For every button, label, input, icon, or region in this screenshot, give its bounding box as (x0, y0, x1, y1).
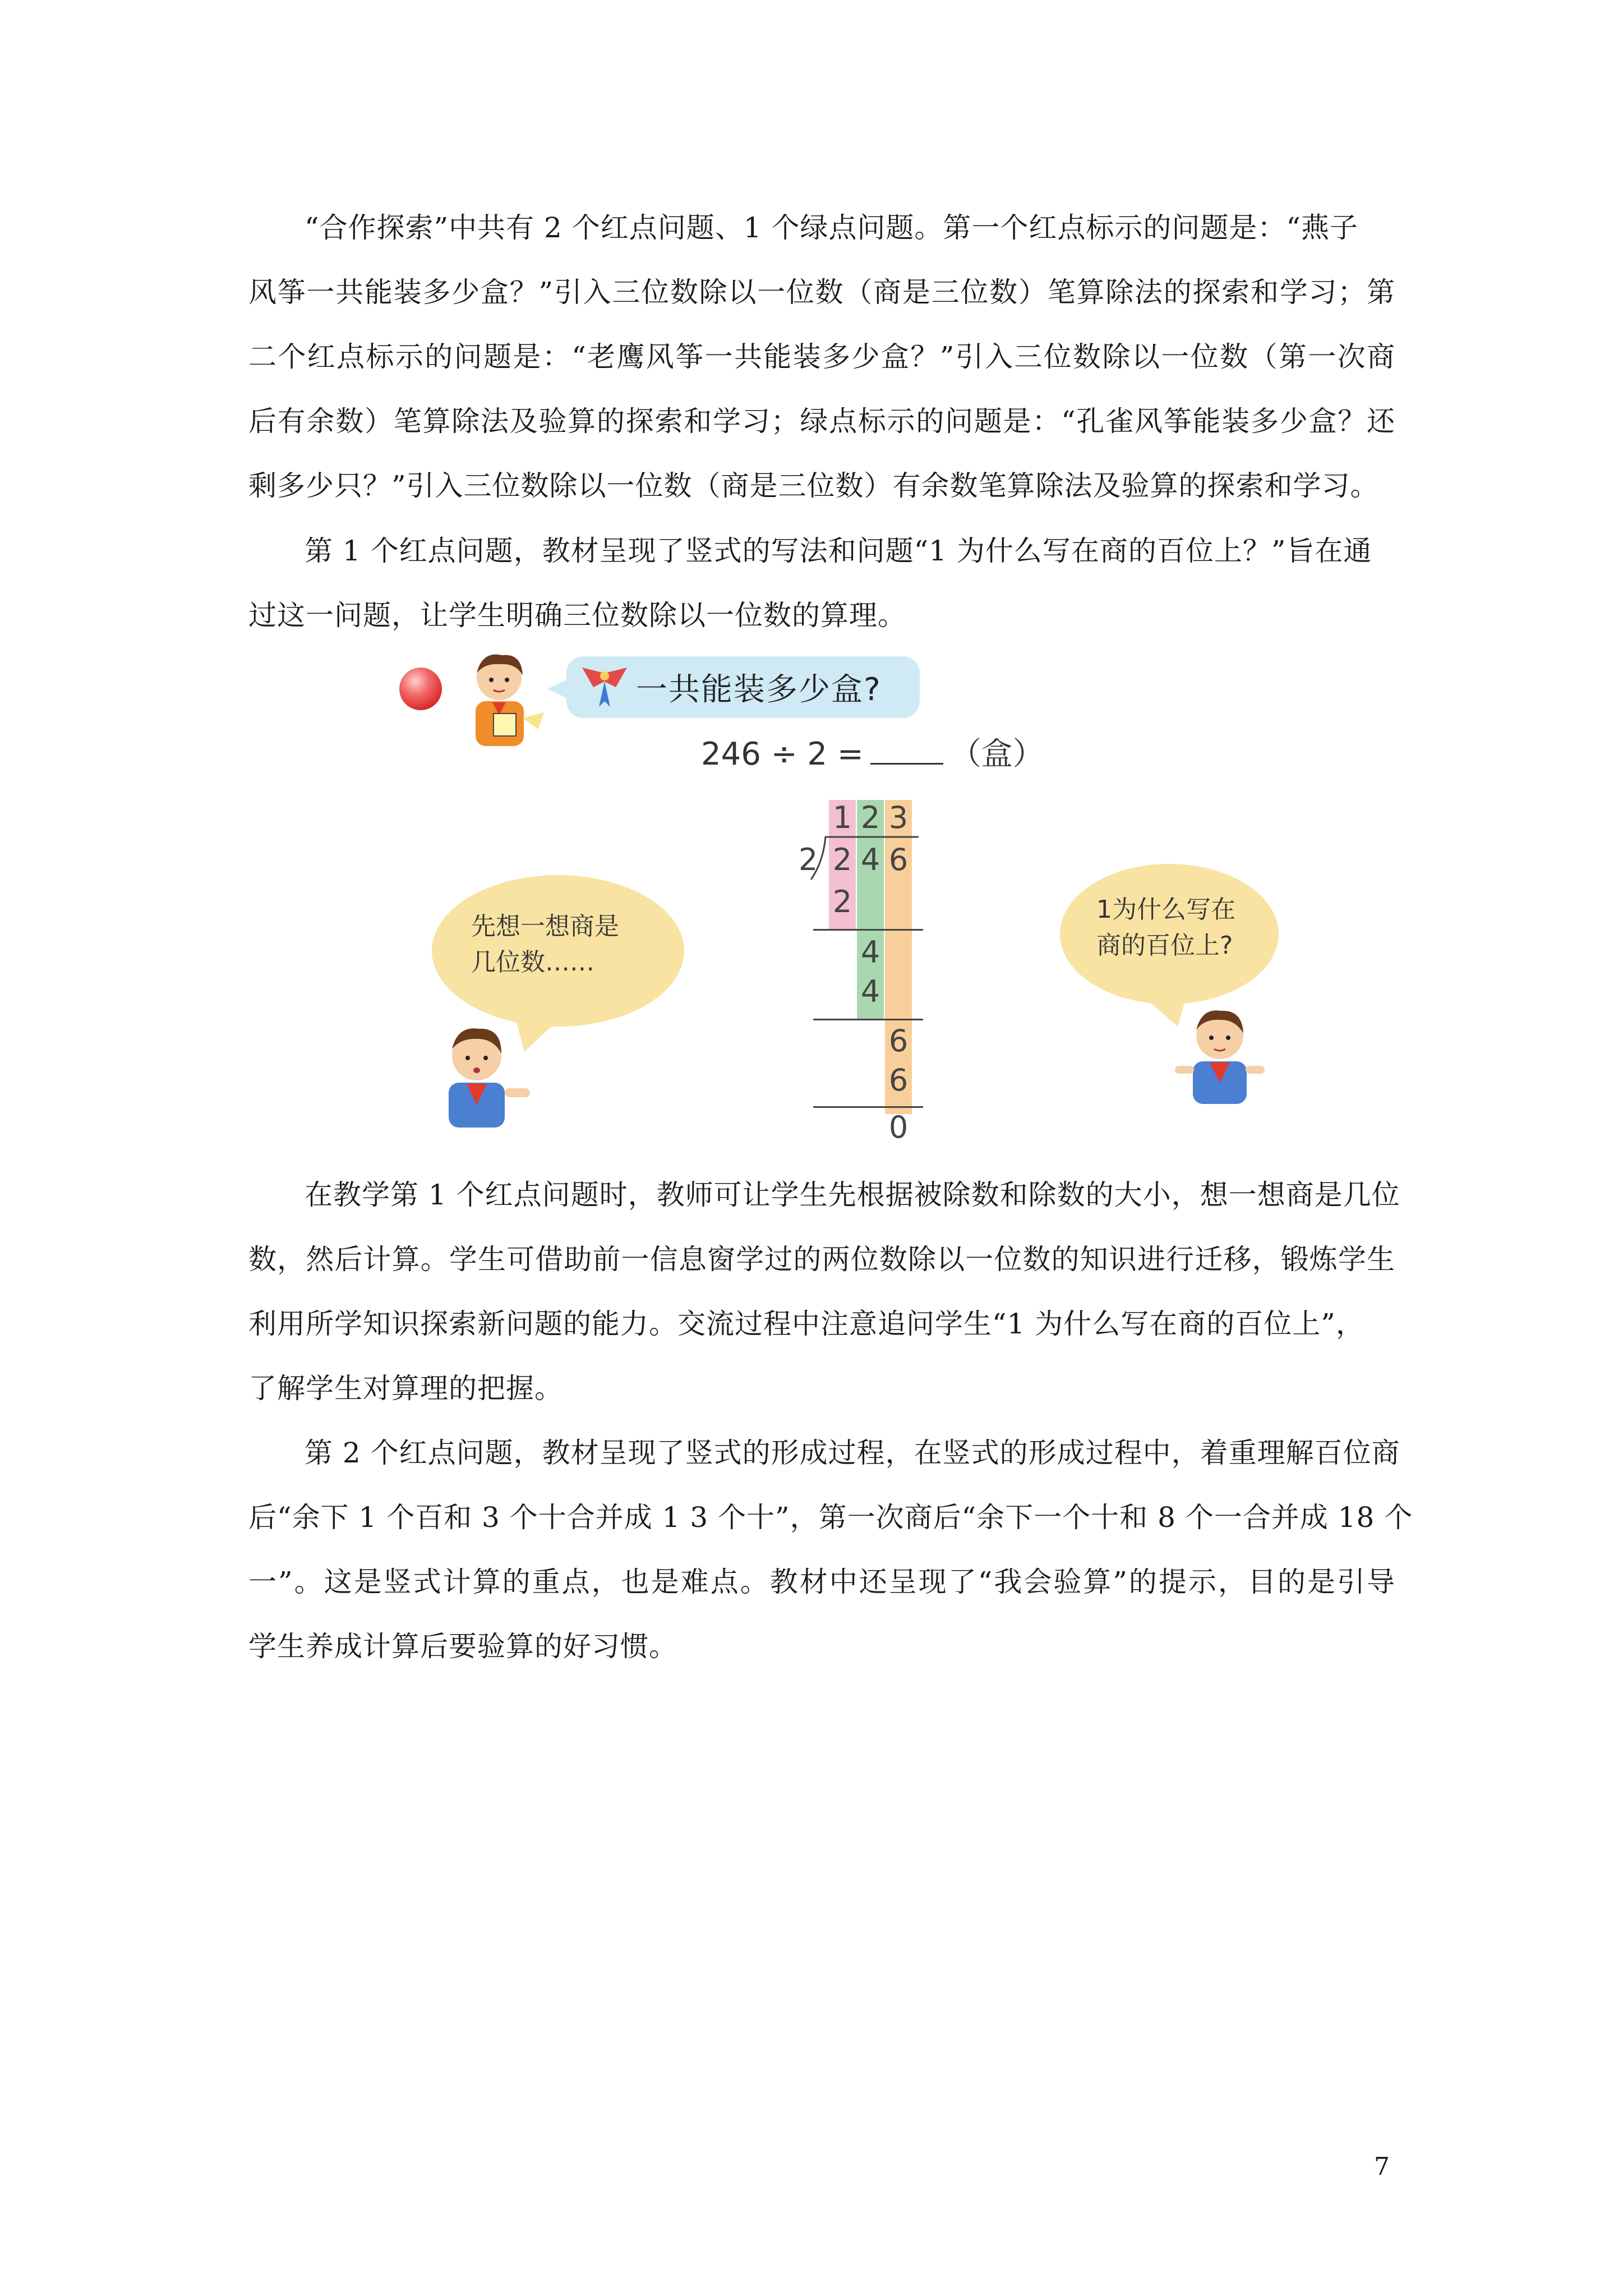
boy-pointing-icon (432, 1021, 538, 1133)
boy-thinking-icon (1169, 1004, 1270, 1111)
step-digit: 4 (860, 974, 880, 1009)
step-digit: 2 (832, 884, 852, 919)
dividend-digit: 4 (860, 842, 880, 877)
text-line: “合作探索”中共有 2 个红点问题、1 个绿点问题。第一个红点标示的问题是：“燕子 (305, 211, 1358, 244)
swallow-kite-icon (577, 662, 633, 712)
boy-holding-kite-icon (460, 651, 555, 757)
text-line: 第 1 个红点问题，教材呈现了竖式的写法和问题“1 为什么写在商的百位上？”旨在通 (305, 535, 1372, 567)
text-line: 在教学第 1 个红点问题时，教师可让学生先根据被除数和除数的大小，想一想商是几位 (305, 1179, 1400, 1211)
bubble-line: 商的百位上? (1096, 931, 1233, 960)
answer-blank (870, 736, 943, 765)
quotient-digit: 3 (888, 800, 909, 835)
red-dot-icon (399, 668, 442, 710)
step-digit: 0 (888, 1110, 909, 1145)
equation (701, 729, 1044, 774)
paragraph-3 (248, 1178, 1400, 1425)
paragraph-4 (248, 1436, 1413, 1683)
text-line: 利用所学知识探索新问题的能力。交流过程中注意追问学生“1 为什么写在商的百位上”， (248, 1308, 1364, 1340)
step-digit: 6 (888, 1023, 909, 1059)
step-digit: 6 (888, 1062, 909, 1098)
quotient-digit: 1 (832, 800, 852, 835)
bubble-line: 1为什么写在 (1096, 895, 1235, 924)
text-line: 风筝一共能装多少盒？”引入三位数除以一位数（商是三位数）笔算除法的探索和学习；第 (248, 276, 1395, 309)
bubble-line: 先想一想商是 (471, 912, 619, 941)
page-number: 7 (1374, 2152, 1390, 2181)
division-rule (813, 929, 923, 931)
divisor-digit: 2 (798, 842, 818, 877)
equation-left: 246 ÷ 2 = (701, 736, 864, 772)
quotient-digit: 2 (860, 800, 880, 835)
textbook-figure (387, 651, 1312, 1156)
text-line: 了解学生对算理的把握。 (248, 1372, 563, 1405)
step-digit: 4 (860, 935, 880, 970)
bubble-line: 几位数…… (471, 948, 594, 977)
division-rule (813, 1019, 923, 1020)
text-line: 一”。这是竖式计算的重点，也是难点。教材中还呈现了“我会验算”的提示，目的是引导 (248, 1566, 1395, 1598)
text-line: 后有余数）笔算除法及验算的探索和学习；绿点标示的问题是：“孔雀风筝能装多少盒？还 (248, 405, 1395, 438)
division-rule (813, 1106, 923, 1108)
paragraph-2 (248, 534, 1395, 646)
text-line: 学生养成计算后要验算的好习惯。 (248, 1630, 677, 1663)
bubble-text-left (471, 909, 619, 981)
text-line: 剩多少只？”引入三位数除以一位数（商是三位数）有余数笔算除法及验算的探索和学习。 (248, 470, 1379, 502)
equation-unit: （盒） (949, 736, 1044, 772)
question-bubble (566, 656, 920, 718)
paragraph-1 (248, 211, 1395, 519)
text-line: 过这一问题，让学生明确三位数除以一位数的算理。 (248, 599, 906, 632)
text-line: 第 2 个红点问题，教材呈现了竖式的形成过程，在竖式的形成过程中，着重理解百位商 (305, 1437, 1400, 1469)
dividend-digit: 6 (888, 842, 909, 877)
text-line: 后“余下 1 个百和 3 个十合并成 1 3 个十”，第一次商后“余下一个十和 8 个一合并成 18 个 (248, 1501, 1413, 1534)
bubble-text-right (1096, 892, 1235, 964)
question-text: 一共能装多少盒? (636, 671, 882, 708)
text-line: 数，然后计算。学生可借助前一信息窗学过的两位数除以一位数的知识进行迁移，锻炼学生 (248, 1243, 1395, 1276)
dividend-digit: 2 (832, 842, 852, 877)
text-line: 二个红点标示的问题是：“老鹰风筝一共能装多少盒？”引入三位数除以一位数（第一次商 (248, 341, 1395, 373)
